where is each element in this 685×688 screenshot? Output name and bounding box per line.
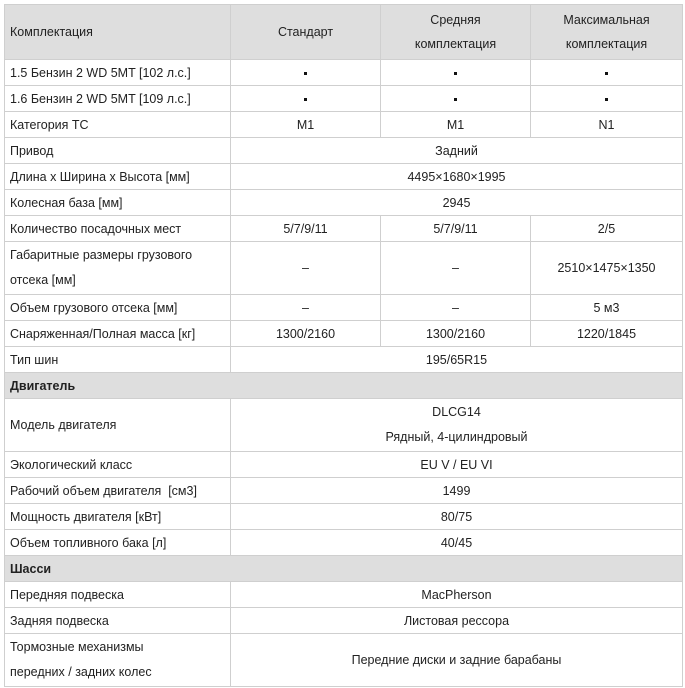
- row-label: Задняя подвеска: [5, 608, 231, 634]
- table-row: [5, 321, 683, 347]
- header-medium: Средняя комплектация: [381, 5, 531, 60]
- cell-value: 2510×1475×1350: [531, 242, 683, 295]
- availability-dot-icon: [381, 60, 531, 86]
- table-row: [5, 112, 683, 138]
- cell-value: 2/5: [531, 216, 683, 242]
- cell-value: 4495×1680×1995: [231, 164, 683, 190]
- availability-dot-icon: [531, 86, 683, 112]
- cell-value: 1499: [231, 478, 683, 504]
- header-standard: Стандарт: [231, 5, 381, 60]
- table-row: [5, 504, 683, 530]
- cell-value: 40/45: [231, 530, 683, 556]
- table-row: [5, 634, 683, 687]
- table-row: [5, 138, 683, 164]
- cell-value: –: [231, 242, 381, 295]
- availability-dot-icon: [531, 60, 683, 86]
- header-label: Комплектация: [5, 5, 231, 60]
- section-title: Двигатель: [5, 373, 683, 399]
- engine-option-label: 1.6 Бензин 2 WD 5MT [109 л.с.]: [5, 86, 231, 112]
- row-label: Экологический класс: [5, 452, 231, 478]
- table-row: [5, 478, 683, 504]
- availability-dot-icon: [231, 86, 381, 112]
- table-row: [5, 216, 683, 242]
- table-row: [5, 242, 683, 295]
- cell-value: M1: [381, 112, 531, 138]
- row-label: Модель двигателя: [5, 399, 231, 452]
- row-label: Тип шин: [5, 347, 231, 373]
- spec-table: [4, 4, 683, 687]
- table-header: [5, 5, 683, 60]
- cell-value: 195/65R15: [231, 347, 683, 373]
- row-label: Рабочий объем двигателя [см3]: [5, 478, 231, 504]
- cell-value: 2945: [231, 190, 683, 216]
- table-row: [5, 530, 683, 556]
- availability-dot-icon: [231, 60, 381, 86]
- cell-value: –: [381, 242, 531, 295]
- table-row: [5, 399, 683, 452]
- header-maximum: Максимальная комплектация: [531, 5, 683, 60]
- cell-value: Листовая рессора: [231, 608, 683, 634]
- cell-value: N1: [531, 112, 683, 138]
- cell-value: EU V / EU VI: [231, 452, 683, 478]
- availability-dot-icon: [381, 86, 531, 112]
- row-label: Колесная база [мм]: [5, 190, 231, 216]
- table-row: [5, 60, 683, 86]
- section-header-chassis: [5, 556, 683, 582]
- row-label: Снаряженная/Полная масса [кг]: [5, 321, 231, 347]
- table-row: [5, 86, 683, 112]
- cell-value: 5/7/9/11: [381, 216, 531, 242]
- cell-value: 80/75: [231, 504, 683, 530]
- cell-value: Задний: [231, 138, 683, 164]
- row-label: Объем топливного бака [л]: [5, 530, 231, 556]
- table-row: [5, 190, 683, 216]
- row-label: Длина х Ширина х Высота [мм]: [5, 164, 231, 190]
- row-label: Габаритные размеры грузового отсека [мм]: [5, 242, 231, 295]
- cell-value: 1300/2160: [381, 321, 531, 347]
- row-label: Тормозные механизмы передних / задних колес: [5, 634, 231, 687]
- engine-option-label: 1.5 Бензин 2 WD 5MT [102 л.с.]: [5, 60, 231, 86]
- row-label: Мощность двигателя [кВт]: [5, 504, 231, 530]
- cell-value: 5 м3: [531, 295, 683, 321]
- table-row: [5, 452, 683, 478]
- table-row: [5, 164, 683, 190]
- row-label: Категория ТС: [5, 112, 231, 138]
- section-title: Шасси: [5, 556, 683, 582]
- row-label: Привод: [5, 138, 231, 164]
- cell-value: 1300/2160: [231, 321, 381, 347]
- table-row: [5, 347, 683, 373]
- row-label: Количество посадочных мест: [5, 216, 231, 242]
- cell-value: MacPherson: [231, 582, 683, 608]
- row-label: Передняя подвеска: [5, 582, 231, 608]
- cell-value: Передние диски и задние барабаны: [231, 634, 683, 687]
- cell-value: –: [381, 295, 531, 321]
- cell-value: 1220/1845: [531, 321, 683, 347]
- table-row: [5, 608, 683, 634]
- table-row: [5, 295, 683, 321]
- cell-value: M1: [231, 112, 381, 138]
- cell-value: DLCG14 Рядный, 4-цилиндровый: [231, 399, 683, 452]
- cell-value: –: [231, 295, 381, 321]
- section-header-engine: [5, 373, 683, 399]
- table-row: [5, 582, 683, 608]
- cell-value: 5/7/9/11: [231, 216, 381, 242]
- row-label: Объем грузового отсека [мм]: [5, 295, 231, 321]
